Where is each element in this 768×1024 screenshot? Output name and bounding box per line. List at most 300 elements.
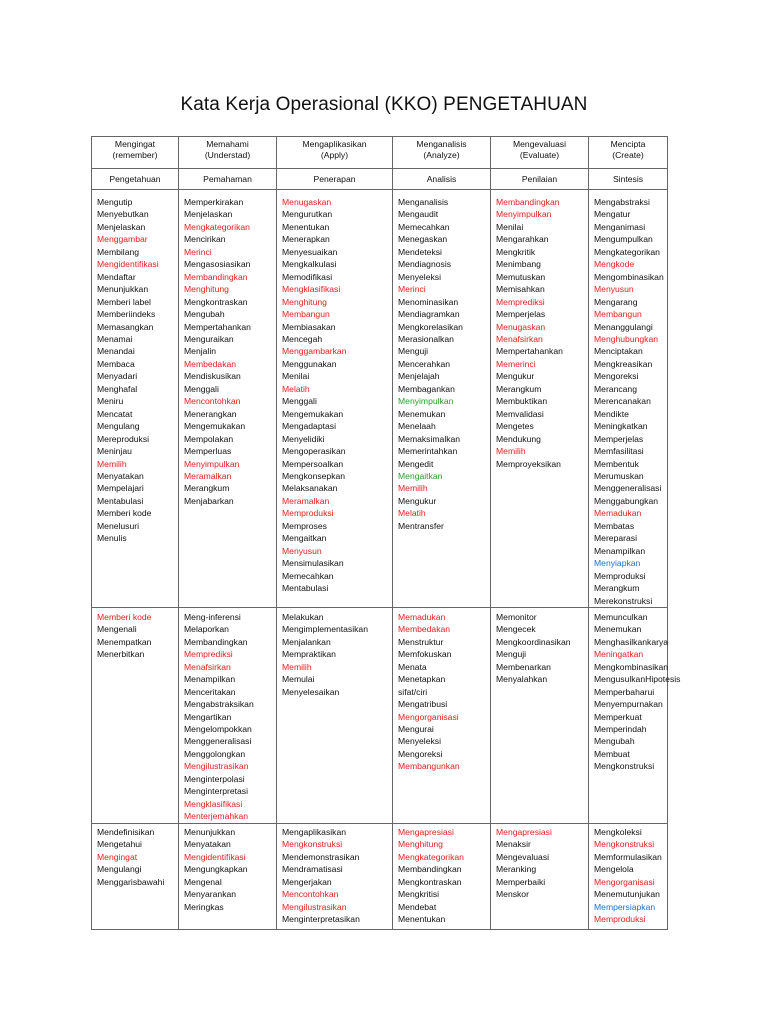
- verb-item: Mengkritisi: [398, 889, 440, 900]
- verb-item: Mengemukakan: [184, 421, 246, 432]
- verb-item: Mengarang: [594, 296, 638, 307]
- verb-item: Mencontohkan: [282, 889, 339, 900]
- verb-item: Memadukan: [594, 508, 642, 519]
- verb-item: Mengkoordinasikan: [496, 636, 571, 647]
- verb-item: Menentukan: [282, 221, 330, 232]
- verb-item: Mengartikan: [184, 711, 232, 722]
- verb-cell: [589, 190, 668, 608]
- verb-item: Menyimpulkan: [398, 396, 454, 407]
- verb-item: Menghasilkankarya: [594, 636, 669, 647]
- verb-item: Memerinci: [496, 358, 536, 369]
- verb-item: Mentabulasi: [282, 583, 329, 594]
- verb-item: Menyiapkan: [594, 558, 641, 569]
- verb-item: Mengorganisasi: [594, 876, 655, 887]
- verb-item: Menggali: [184, 383, 219, 394]
- verb-item: Menampilkan: [594, 545, 646, 556]
- verb-item: Menominasikan: [398, 296, 459, 307]
- verb-item: Meramalkan: [184, 470, 232, 481]
- verb-item: Menggeneralisasi: [594, 483, 662, 494]
- verb-cell: [491, 607, 589, 823]
- verb-item: Memodifikasi: [282, 271, 333, 282]
- level-label: Pengetahuan: [92, 169, 179, 190]
- verb-item: Menciptakan: [594, 346, 643, 357]
- verb-item: Mengkontraskan: [184, 296, 248, 307]
- verb-item: Menafsirkan: [184, 661, 231, 672]
- verb-item: Mengutip: [97, 197, 133, 207]
- verb-item: Menginterpretasikan: [282, 914, 360, 925]
- verb-item: Mengkalkulasi: [282, 259, 337, 270]
- verb-item: Mengkritik: [496, 246, 536, 257]
- verb-item: Menjelaskan: [184, 209, 233, 220]
- verb-item: Merencanakan: [594, 396, 651, 407]
- verb-item: Memperjelas: [496, 309, 546, 320]
- verb-item: Membandingkan: [184, 271, 248, 282]
- verb-item: Membangun: [594, 309, 642, 320]
- verb-item: Memvalidasi: [496, 408, 544, 419]
- verb-item: Memproyeksikan: [496, 458, 561, 469]
- verb-item: Menerapkan: [282, 234, 330, 245]
- verb-item: Mengklasifikasi: [184, 798, 243, 809]
- column-subtitle: (Evaluate): [519, 150, 560, 160]
- verb-item: Memperindah: [594, 724, 647, 735]
- verb-item: Membiasakan: [282, 321, 336, 332]
- verb-item: Menamai: [97, 333, 133, 344]
- verb-item: Mendiskusikan: [184, 371, 241, 382]
- verb-item: Mencatat: [97, 408, 133, 419]
- verb-item: Menilai: [496, 221, 524, 232]
- verb-item: Menandai: [97, 346, 135, 357]
- verb-item: Mengkreasikan: [594, 358, 653, 369]
- verb-item: Menjalankan: [282, 636, 331, 647]
- verb-cell: [491, 190, 589, 608]
- column-title: Mengaplikasikan: [302, 139, 367, 149]
- verb-item: Menyimpulkan: [184, 458, 240, 469]
- verb-item: Menyarankan: [184, 889, 237, 900]
- verb-item: Melaporkan: [184, 624, 229, 635]
- verb-item: Mengklasifikasi: [282, 284, 341, 295]
- verb-item: Menjelaskan: [97, 221, 146, 232]
- verb-item: Memilih: [97, 458, 127, 469]
- verb-item: Memperbaharui: [594, 686, 655, 697]
- verb-item: Mengoperasikan: [282, 446, 346, 457]
- column-title: Memahami: [206, 139, 249, 149]
- verb-item: Mengidentifikasi: [97, 259, 159, 270]
- verb-item: Membandingkan: [398, 864, 462, 875]
- verb-item: Mengoreksi: [594, 371, 639, 382]
- verb-item: Memfokuskan: [398, 649, 452, 660]
- verb-item: Mengkonstruksi: [594, 761, 655, 772]
- verb-item: Memerintahkan: [398, 446, 458, 457]
- verb-item: Memecahkan: [398, 221, 450, 232]
- verb-item: Mengerjakan: [282, 876, 332, 887]
- level-label: Penilaian: [491, 169, 589, 190]
- verb-item: Mengkoleksi: [594, 826, 642, 837]
- verb-item: Mendemonstrasikan: [282, 851, 360, 862]
- verb-item: Memaksimalkan: [398, 433, 461, 444]
- verb-item: Meringkas: [184, 901, 224, 912]
- verb-item: Memfasilitasi: [594, 446, 644, 457]
- verb-item: Mengemukakan: [282, 408, 344, 419]
- verb-cell: [179, 190, 277, 608]
- verb-item: Menggali: [282, 396, 317, 407]
- verb-item: Membandingkan: [496, 197, 560, 207]
- verb-cell: [491, 823, 589, 929]
- verb-item: Menelaah: [398, 421, 436, 432]
- verb-item: Mengkode: [594, 259, 635, 270]
- verb-item: MengusulkanHipotesis: [594, 674, 681, 685]
- verb-item: Menghafal: [97, 383, 138, 394]
- verb-item: Menelusuri: [97, 520, 140, 531]
- verb-item: Melaksanakan: [282, 483, 338, 494]
- verb-item: Mengkonstruksi: [594, 839, 655, 850]
- verb-item: Menemukan: [594, 624, 642, 635]
- verb-item: Meramalkan: [282, 495, 330, 506]
- verb-item: Mengubah: [594, 736, 635, 747]
- verb-item: Mempelajari: [97, 483, 144, 494]
- verb-item: Mentabulasi: [97, 495, 144, 506]
- verb-item: Merinci: [184, 246, 212, 257]
- verb-item: sifat/ciri: [398, 686, 428, 697]
- verb-item: Mengetes: [496, 421, 534, 432]
- verb-item: Menimbang: [496, 259, 541, 270]
- verb-item: Menginterpolasi: [184, 773, 245, 784]
- verb-item: Mengasosiasikan: [184, 259, 251, 270]
- verb-cell: [277, 190, 393, 608]
- verb-item: Memilih: [398, 483, 428, 494]
- verb-item: Membangun: [282, 309, 330, 320]
- verb-item: Mengidentifikasi: [184, 851, 246, 862]
- column-subtitle: (Apply): [320, 150, 349, 160]
- verb-item: Mempersiapkan: [594, 901, 656, 912]
- verb-item: Merangkum: [594, 583, 640, 594]
- verb-item: Mengelompokkan: [184, 724, 252, 735]
- verb-item: Menata: [398, 661, 427, 672]
- verb-cell: [277, 607, 393, 823]
- verb-item: Mengukur: [496, 371, 535, 382]
- verb-item: Mengkategorikan: [184, 221, 250, 232]
- column-subtitle: (Understad): [204, 150, 251, 160]
- level-label: Penerapan: [277, 169, 393, 190]
- verb-cell: [92, 607, 179, 823]
- verb-item: Menghubungkan: [594, 333, 659, 344]
- verb-item: Menaksir: [496, 839, 531, 850]
- verb-item: Mengimplementasikan: [282, 624, 368, 635]
- column-header: [491, 137, 589, 169]
- verb-item: Mendeteksi: [398, 246, 442, 257]
- verb-item: Menyesuaikan: [282, 246, 338, 257]
- verb-item: Mengadaptasi: [282, 421, 336, 432]
- verb-item: Mengaitkan: [398, 470, 443, 481]
- verb-cell: [393, 823, 491, 929]
- verb-item: Mengaitkan: [282, 533, 327, 544]
- verb-item: Mengabstraksi: [594, 197, 650, 207]
- verb-item: Membatas: [594, 520, 635, 531]
- verb-item: Meningatkan: [594, 649, 644, 660]
- verb-item: Menskor: [496, 889, 529, 900]
- verb-item: Memperluas: [184, 446, 232, 457]
- verb-item: Memadukan: [398, 611, 446, 622]
- verb-item: Mengkorelasikan: [398, 321, 463, 332]
- verb-item: Menguraikan: [184, 333, 234, 344]
- verb-item: Memberi kode: [97, 508, 152, 519]
- verb-item: Memperkirakan: [184, 197, 244, 207]
- verb-item: Mensimulasikan: [282, 558, 344, 569]
- verb-item: Menyusun: [594, 284, 634, 295]
- verb-item: Melakukan: [282, 611, 324, 622]
- verb-item: Memproduksi: [282, 508, 334, 519]
- table-row: [92, 823, 668, 929]
- verb-item: Mengkombinasikan: [594, 661, 669, 672]
- verb-item: Menyadari: [97, 371, 138, 382]
- verb-item: Memutuskan: [496, 271, 546, 282]
- verb-item: Menguji: [496, 649, 527, 660]
- verb-item: Mengilustrasikan: [282, 901, 347, 912]
- verb-item: Menegaskan: [398, 234, 448, 245]
- verb-item: Mengapresiasi: [496, 826, 552, 837]
- table-row: [92, 607, 668, 823]
- verb-item: Mengatur: [594, 209, 631, 220]
- verb-item: Membuat: [594, 748, 630, 759]
- kko-table: [91, 136, 681, 930]
- verb-item: Menunjukkan: [97, 284, 149, 295]
- verb-item: Mengulang: [97, 421, 140, 432]
- verb-item: Memproduksi: [594, 570, 646, 581]
- column-title: Mengevaluasi: [512, 139, 567, 149]
- verb-item: Merangkum: [496, 383, 542, 394]
- column-subtitle: (Create): [612, 150, 644, 160]
- verb-item: Meng-inferensi: [184, 611, 241, 622]
- verb-item: Meniru: [97, 396, 124, 407]
- verb-item: Memprediksi: [184, 649, 233, 660]
- verb-item: Membandingkan: [184, 636, 248, 647]
- verb-item: Mereparasi: [594, 533, 637, 544]
- verb-item: Memonitor: [496, 611, 537, 622]
- verb-item: Merancang: [594, 383, 637, 394]
- verb-item: Mengenal: [184, 876, 222, 887]
- verb-item: Mereproduksi: [97, 433, 150, 444]
- column-subtitle: (remember): [112, 150, 158, 160]
- verb-item: Menemukan: [398, 408, 446, 419]
- page-title: Kata Kerja Operasional (KKO) PENGETAHUAN: [180, 94, 588, 115]
- verb-item: Membentuk: [594, 458, 639, 469]
- verb-item: Mengkategorikan: [398, 851, 464, 862]
- verb-item: Memulai: [282, 674, 315, 685]
- column-title: Menganalisis: [416, 139, 467, 149]
- verb-item: Mengapresiasi: [398, 826, 454, 837]
- verb-item: Menggunakan: [282, 358, 337, 369]
- verb-item: Merangkum: [184, 483, 230, 494]
- verb-item: Memperkuat: [594, 711, 642, 722]
- verb-item: Memformulasikan: [594, 851, 662, 862]
- verb-item: Menggambar: [97, 234, 148, 245]
- verb-item: Melatih: [282, 383, 310, 394]
- verb-item: Mengukur: [398, 495, 437, 506]
- verb-item: Meningkatkan: [594, 421, 648, 432]
- header-row: [92, 137, 668, 169]
- verb-item: Memperjelas: [594, 433, 644, 444]
- verb-item: Menyebutkan: [97, 209, 149, 220]
- verb-item: Merekonstruksi: [594, 595, 653, 606]
- verb-item: Mempertahankan: [496, 346, 563, 357]
- column-header: [92, 137, 179, 169]
- verb-item: Menunjukkan: [184, 826, 236, 837]
- verb-item: Menyatakan: [184, 839, 231, 850]
- column-subtitle: (Analyze): [423, 150, 460, 160]
- verb-cell: [179, 607, 277, 823]
- verb-item: Memberiindeks: [97, 309, 156, 320]
- verb-item: Menceritakan: [184, 686, 236, 697]
- column-title: Mencipta: [610, 139, 646, 149]
- verb-item: Membenarkan: [496, 661, 551, 672]
- verb-cell: [393, 607, 491, 823]
- verb-item: Menggeneralisasi: [184, 736, 252, 747]
- verb-item: Merinci: [398, 284, 426, 295]
- verb-cell: [179, 823, 277, 929]
- verb-item: Menempatkan: [97, 636, 152, 647]
- verb-item: Mendramatisasi: [282, 864, 343, 875]
- verb-item: Menghitung: [398, 839, 443, 850]
- verb-item: Mempraktikan: [282, 649, 336, 660]
- verb-item: Menyatakan: [97, 470, 144, 481]
- verb-item: Mengoreksi: [398, 748, 443, 759]
- verb-item: Mendiagramkan: [398, 309, 460, 320]
- verb-item: Memasangkan: [97, 321, 154, 332]
- verb-item: Menggarisbawahi: [97, 876, 165, 887]
- verb-item: Menjalin: [184, 346, 217, 357]
- verb-item: Membaca: [97, 358, 135, 369]
- verb-item: Mengombinasikan: [594, 271, 664, 282]
- verb-item: Mengaudit: [398, 209, 439, 220]
- verb-item: Mengurutkan: [282, 209, 333, 220]
- verb-item: Memperbaiki: [496, 876, 546, 887]
- verb-cell: [92, 823, 179, 929]
- verb-item: Menstruktur: [398, 636, 444, 647]
- verb-item: Membilang: [97, 246, 140, 257]
- verb-item: Menerbitkan: [97, 649, 145, 660]
- verb-item: Menyelesaikan: [282, 686, 340, 697]
- verb-item: Menerangkan: [184, 408, 237, 419]
- verb-item: Menyelidiki: [282, 433, 325, 444]
- verb-item: Mendefinisikan: [97, 826, 155, 837]
- verb-item: Mengenali: [97, 624, 137, 635]
- verb-item: Menetapkan: [398, 674, 446, 685]
- verb-item: Menggabungkan: [594, 495, 659, 506]
- verb-cell: [92, 190, 179, 608]
- verb-item: Menguji: [398, 346, 429, 357]
- level-label: Analisis: [393, 169, 491, 190]
- verb-item: Mengilustrasikan: [184, 761, 249, 772]
- verb-item: Mengaplikasikan: [282, 826, 347, 837]
- column-title: Mengingat: [114, 139, 156, 149]
- verb-item: Mencegah: [282, 333, 323, 344]
- verb-item: Memprediksi: [496, 296, 545, 307]
- verb-item: Mengkonsepkan: [282, 470, 346, 481]
- verb-item: Mengkategorikan: [594, 246, 660, 257]
- verb-item: Mencirikan: [184, 234, 226, 245]
- verb-item: Mempersoalkan: [282, 458, 344, 469]
- verb-item: Mendaftar: [97, 271, 136, 282]
- level-row: [92, 169, 668, 190]
- verb-item: Mengarahkan: [496, 234, 549, 245]
- column-header: [277, 137, 393, 169]
- verb-item: Memproduksi: [594, 914, 646, 925]
- verb-item: Menanggulangi: [594, 321, 653, 332]
- verb-item: Menterjemahkan: [184, 811, 249, 822]
- verb-item: Mengelola: [594, 864, 634, 875]
- verb-item: Menafsirkan: [496, 333, 543, 344]
- verb-item: Membedakan: [398, 624, 451, 635]
- verb-item: Mengecek: [496, 624, 536, 635]
- verb-item: Memecahkan: [282, 570, 334, 581]
- verb-item: Meranking: [496, 864, 537, 875]
- verb-item: Menganimasi: [594, 221, 646, 232]
- verb-item: Merumuskan: [594, 470, 644, 481]
- verb-item: Memilih: [496, 446, 526, 457]
- verb-item: Menampilkan: [184, 674, 236, 685]
- verb-item: Memilih: [282, 661, 312, 672]
- verb-item: Menyeleksi: [398, 736, 441, 747]
- verb-item: Mempertahankan: [184, 321, 251, 332]
- table-row: [92, 190, 668, 608]
- verb-item: Mengedit: [398, 458, 434, 469]
- verb-item: Mengkontraskan: [398, 876, 462, 887]
- verb-item: Menyimpulkan: [496, 209, 552, 220]
- level-label: Pemahaman: [179, 169, 277, 190]
- verb-item: Membagankan: [398, 383, 455, 394]
- column-header: [589, 137, 668, 169]
- verb-item: Mencontohkan: [184, 396, 241, 407]
- verb-item: Mengevaluasi: [496, 851, 550, 862]
- verb-item: Melatih: [398, 508, 426, 519]
- verb-item: Menginterpretasi: [184, 786, 249, 797]
- verb-item: Memunculkan: [594, 611, 648, 622]
- verb-item: Membuktikan: [496, 396, 548, 407]
- verb-item: Menentukan: [398, 914, 446, 925]
- verb-item: Memisahkan: [496, 284, 545, 295]
- verb-item: Mengabstraksikan: [184, 699, 254, 710]
- verb-item: Mengurai: [398, 724, 434, 735]
- verb-item: Memberi label: [97, 296, 151, 307]
- verb-item: Mengetahui: [97, 839, 142, 850]
- verb-cell: [393, 190, 491, 608]
- column-header: [393, 137, 491, 169]
- verb-item: Mengatribusi: [398, 699, 448, 710]
- verb-item: Mengkonstruksi: [282, 839, 343, 850]
- verb-cell: [589, 607, 681, 823]
- verb-item: Memberi kode: [97, 611, 152, 622]
- verb-item: Mencerahkan: [398, 358, 451, 369]
- verb-item: Menyalahkan: [496, 674, 548, 685]
- verb-item: Menjelajah: [398, 371, 440, 382]
- verb-item: Menggolongkan: [184, 748, 246, 759]
- verb-item: Mempolakan: [184, 433, 234, 444]
- verb-item: Mendukung: [496, 433, 541, 444]
- verb-item: Mengubah: [184, 309, 225, 320]
- verb-item: Mendiagnosis: [398, 259, 452, 270]
- verb-cell: [277, 823, 393, 929]
- verb-item: Meninjau: [97, 446, 132, 457]
- verb-item: Mengungkapkan: [184, 864, 248, 875]
- verb-item: Mendikte: [594, 408, 629, 419]
- verb-item: Menyempurnakan: [594, 699, 663, 710]
- verb-item: Merasionalkan: [398, 333, 454, 344]
- verb-item: Menjabarkan: [184, 495, 234, 506]
- verb-cell: [589, 823, 668, 929]
- verb-item: Mengumpulkan: [594, 234, 653, 245]
- verb-item: Menggambarkan: [282, 346, 347, 357]
- verb-item: Mengulangi: [97, 864, 142, 875]
- verb-item: Membangunkan: [398, 761, 460, 772]
